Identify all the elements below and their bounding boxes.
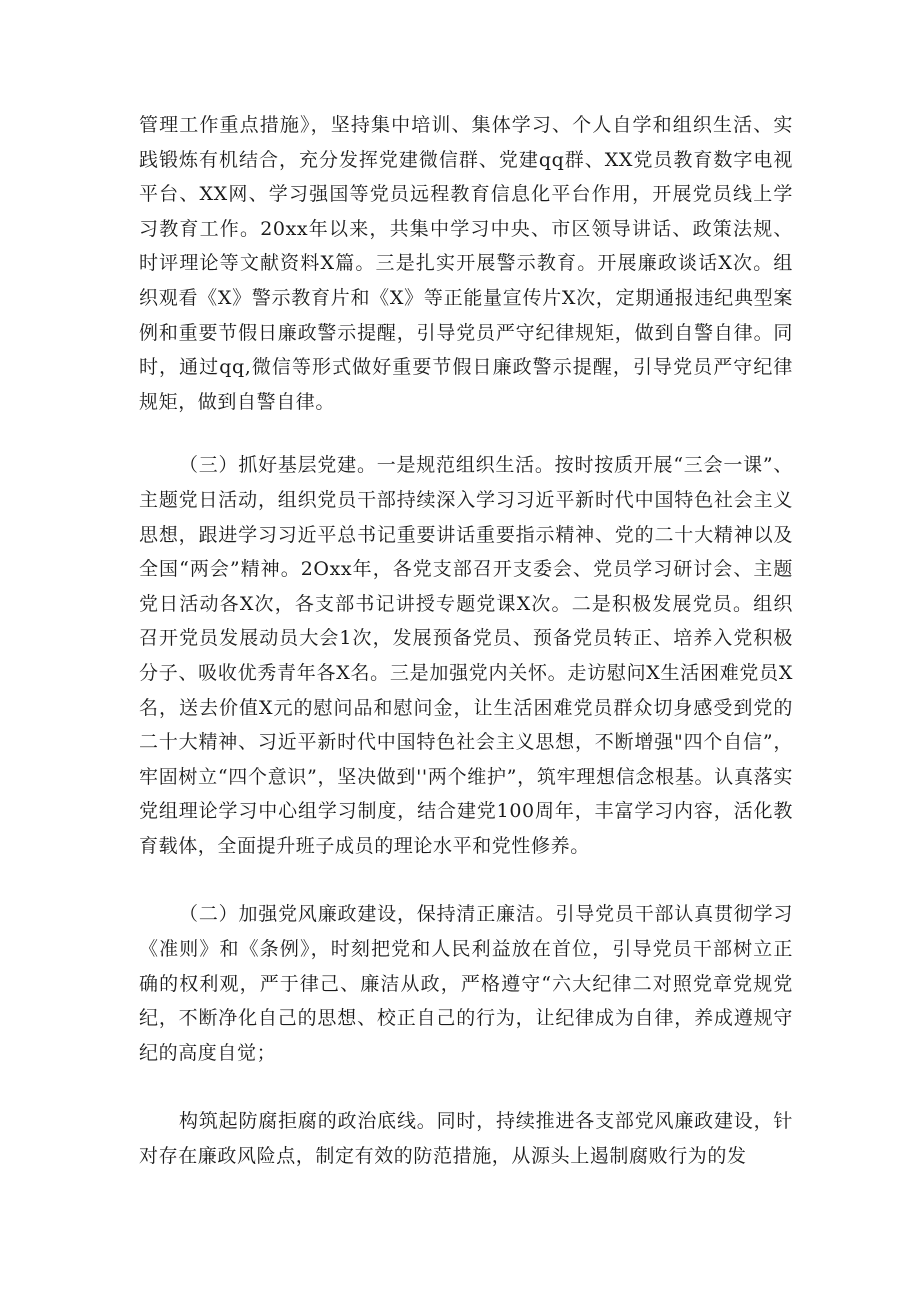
document-body — [139, 108, 793, 1174]
paragraph-grassroots-party-building: （三）抓好基层党建。一是规范组织生活。按时按质开展“三会一课”、主题党日活动，组织党员干部持续深入学习习近平新时代中国特色社会主义思想，跟进学习习近平总书记重要讲话重要指示精神、党的二十大精神以及全国“两会”精神。2Oxx年，各党支部召开支委会、党员学习研讨会、主题党日活动各X次，各支部书记讲授专题党课X次。二是积极发展党员。组织召开党员发展动员大会1次，发展预备党员、预备党员转正、培养入党积极分子、吸收优秀青年各X名。三是加强党内关怀。走访慰问X生活困难党员X名，送去价值X元的慰问品和慰问金，让生活困难党员群众切身感受到党的二十大精神、习近平新时代中国特色社会主义思想，不断增强"四个自信”，牢固树立“四个意识”，坚决做到''两个维护”，筑牢理想信念根基。认真落实党组理论学习中心组学习制度，结合建党100周年，丰富学习内容，活化教育载体，全面提升班子成员的理论水平和党性修养。 — [139, 454, 793, 857]
paragraph-integrity-building: （二）加强党风廉政建设，保持清正廉洁。引导党员干部认真贯彻学习《准则》和《条例》，时刻把党和人民利益放在首位，引导党员干部树立正确的权利观，严于律己、廉洁从政，严格遵守“六大纪律二对照党章党规党纪，不断净化自己的思想、校正自己的行为，让纪律成为自律，养成遵规守纪的高度自觉； — [139, 903, 793, 1064]
paragraph-party-education: 管理工作重点措施》，坚持集中培训、集体学习、个人自学和组织生活、实践锻炼有机结合，充分发挥党建微信群、党建qq群、XX党员教育数字电视平台、XX网、学习强国等党员远程教育信息化平台作用，开展党员线上学习教育工作。20xx年以来，共集中学习中央、市区领导讲话、政策法规、时评理论等文献资料X篇。三是扎实开展警示教育。开展廉政谈话X次。组织观看《X》警示教育片和《X》等正能量宣传片X次，定期通报违纪典型案例和重要节假日廉政警示提醒，引导党员严守纪律规矩，做到自警自律。同时，通过qq,微信等形式做好重要节假日廉政警示提醒，引导党员严守纪律规矩，做到自警自律。 — [139, 114, 793, 413]
paragraph-anti-corruption: 构筑起防腐拒腐的政治底线。同时，持续推进各支部党风廉政建设，针对存在廉政风险点，制定有效的防范措施，从源头上遏制腐败行为的发 — [139, 1110, 793, 1168]
